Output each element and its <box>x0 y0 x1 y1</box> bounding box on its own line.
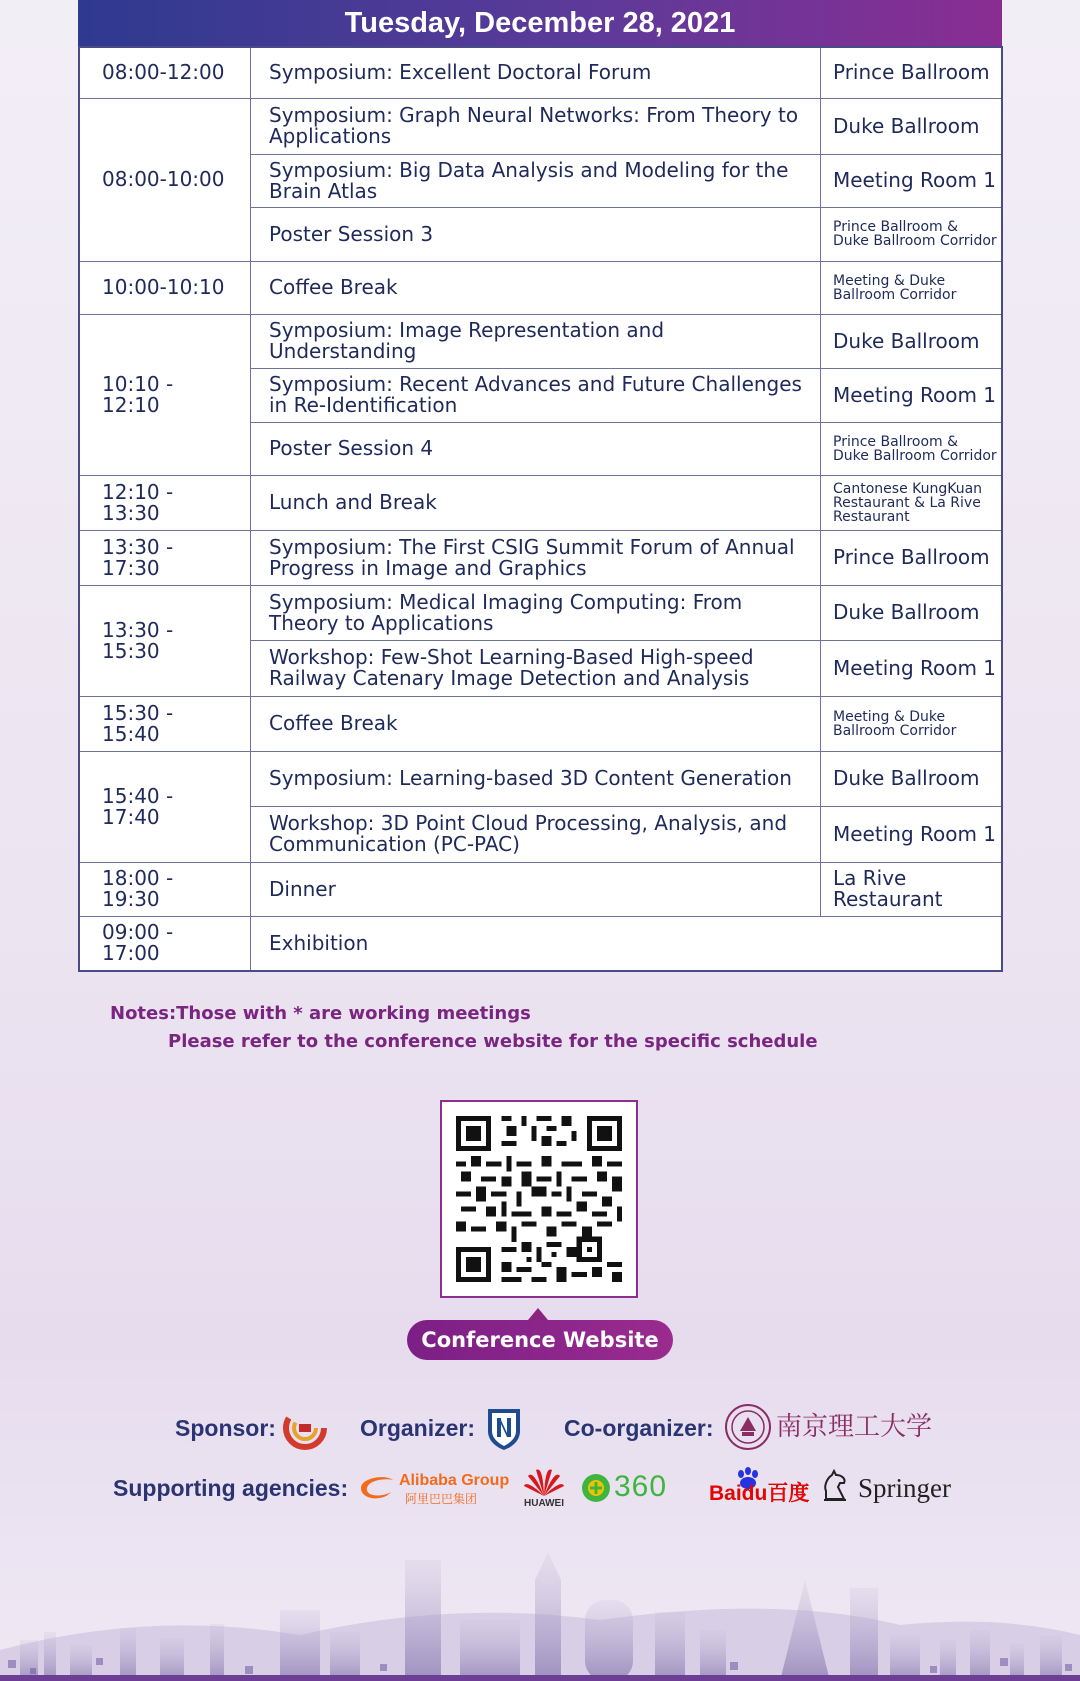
city-skyline-icon <box>0 1540 1080 1681</box>
organizer-logo-icon[interactable] <box>484 1405 524 1451</box>
sponsor-label: Sponsor: <box>175 1415 276 1441</box>
venue-cell: Cantonese KungKuan Restaurant & La Rive Restaurant <box>821 475 1003 530</box>
table-row <box>79 585 1002 640</box>
co-organizer-label: Co-organizer: <box>564 1415 714 1441</box>
session-title: Symposium: Excellent Doctoral Forum <box>251 47 821 98</box>
time-cell: 13:30 - 15:30 <box>79 585 251 696</box>
time-cell: 08:00-10:00 <box>79 98 251 261</box>
venue-cell: Duke Ballroom <box>821 98 1003 154</box>
qr-pointer <box>528 1308 548 1320</box>
venue-cell: Duke Ballroom <box>821 314 1003 368</box>
huawei-logo-icon[interactable] <box>522 1466 566 1498</box>
venue-cell: Meeting Room 1 <box>821 368 1003 422</box>
njust-seal-icon[interactable] <box>724 1403 772 1451</box>
session-title: Symposium: Learning-based 3D Content Generation <box>251 751 821 806</box>
time-cell: 10:00-10:10 <box>79 261 251 314</box>
session-title: Poster Session 3 <box>251 207 821 261</box>
session-title: Coffee Break <box>251 696 821 751</box>
table-row <box>79 751 1002 806</box>
venue-cell: Meeting Room 1 <box>821 154 1003 207</box>
venue-cell: Prince Ballroom <box>821 47 1003 98</box>
njust-logo-text[interactable]: 南京理工大学 <box>776 1412 933 1442</box>
huawei-logo-text: HUAWEI <box>524 1498 564 1509</box>
organizer-label: Organizer: <box>360 1415 476 1441</box>
notes-line-2: Please refer to the conference website for the specific schedule <box>168 1031 818 1052</box>
table-row <box>79 696 1002 751</box>
time-cell: 12:10 - 13:30 <box>79 475 251 530</box>
session-title: Symposium: Graph Neural Networks: From Theory to Applications <box>251 98 821 154</box>
session-title: Poster Session 4 <box>251 422 821 475</box>
session-title: Dinner <box>251 862 821 916</box>
baidu-logo-text[interactable]: Baidu百度 <box>709 1482 810 1505</box>
venue-cell: Meeting & Duke Ballroom Corridor <box>821 261 1003 314</box>
supporting-agencies-label: Supporting agencies: <box>113 1475 349 1501</box>
page-title: Tuesday, December 28, 2021 <box>78 0 1002 46</box>
conference-website-button[interactable]: Conference Website <box>407 1320 673 1360</box>
time-cell: 10:10 - 12:10 <box>79 314 251 475</box>
sponsor-logo-icon[interactable] <box>283 1406 327 1450</box>
springer-logo-text[interactable]: Springer <box>858 1473 951 1503</box>
springer-horse-icon[interactable] <box>818 1469 852 1503</box>
venue-cell: Meeting Room 1 <box>821 640 1003 696</box>
qr-code[interactable] <box>440 1100 638 1298</box>
notes <box>110 1000 818 1056</box>
venue-cell: Prince Ballroom & Duke Ballroom Corridor <box>821 207 1003 261</box>
venue-cell: Prince Ballroom & Duke Ballroom Corridor <box>821 422 1003 475</box>
venue-cell: Meeting Room 1 <box>821 806 1003 862</box>
session-title: Symposium: Medical Imaging Computing: From Theory to Applications <box>251 585 821 640</box>
session-title: Symposium: Recent Advances and Future Challenges in Re-Identification <box>251 368 821 422</box>
table-row <box>79 862 1002 916</box>
venue-cell: Meeting & Duke Ballroom Corridor <box>821 696 1003 751</box>
table-row <box>79 261 1002 314</box>
table-row <box>79 47 1002 98</box>
360-logo-icon[interactable] <box>580 1472 612 1504</box>
session-title: Workshop: 3D Point Cloud Processing, Analysis, and Communication (PC-PAC) <box>251 806 821 862</box>
alibaba-logo-icon[interactable] <box>355 1472 397 1504</box>
time-cell: 13:30 - 17:30 <box>79 530 251 585</box>
venue-cell: La Rive Restaurant <box>821 862 1003 916</box>
table-row <box>79 475 1002 530</box>
venue-cell: Duke Ballroom <box>821 585 1003 640</box>
session-title: Symposium: The First CSIG Summit Forum of Annual Progress in Image and Graphics <box>251 530 821 585</box>
table-row <box>79 916 1002 971</box>
notes-line-1: Notes:Those with * are working meetings <box>110 1003 531 1024</box>
table-row <box>79 98 1002 154</box>
session-title: Workshop: Few-Shot Learning-Based High-speed Railway Catenary Image Detection and Analysis <box>251 640 821 696</box>
time-cell: 15:40 - 17:40 <box>79 751 251 862</box>
session-title: Exhibition <box>251 916 1003 971</box>
session-title: Symposium: Image Representation and Understanding <box>251 314 821 368</box>
time-cell: 09:00 - 17:00 <box>79 916 251 971</box>
session-title: Symposium: Big Data Analysis and Modeling for the Brain Atlas <box>251 154 821 207</box>
table-row <box>79 314 1002 368</box>
360-logo-text[interactable]: 360 <box>614 1470 668 1503</box>
time-cell: 18:00 - 19:30 <box>79 862 251 916</box>
alibaba-logo-cn: 阿里巴巴集团 <box>405 1492 478 1506</box>
time-cell: 15:30 - 15:40 <box>79 696 251 751</box>
venue-cell: Prince Ballroom <box>821 530 1003 585</box>
session-title: Lunch and Break <box>251 475 821 530</box>
schedule-table <box>78 46 1003 972</box>
time-cell: 08:00-12:00 <box>79 47 251 98</box>
table-row <box>79 530 1002 585</box>
venue-cell: Duke Ballroom <box>821 751 1003 806</box>
qr-code-icon <box>456 1116 622 1282</box>
alibaba-logo-text[interactable]: Alibaba Group <box>399 1472 510 1489</box>
session-title: Coffee Break <box>251 261 821 314</box>
